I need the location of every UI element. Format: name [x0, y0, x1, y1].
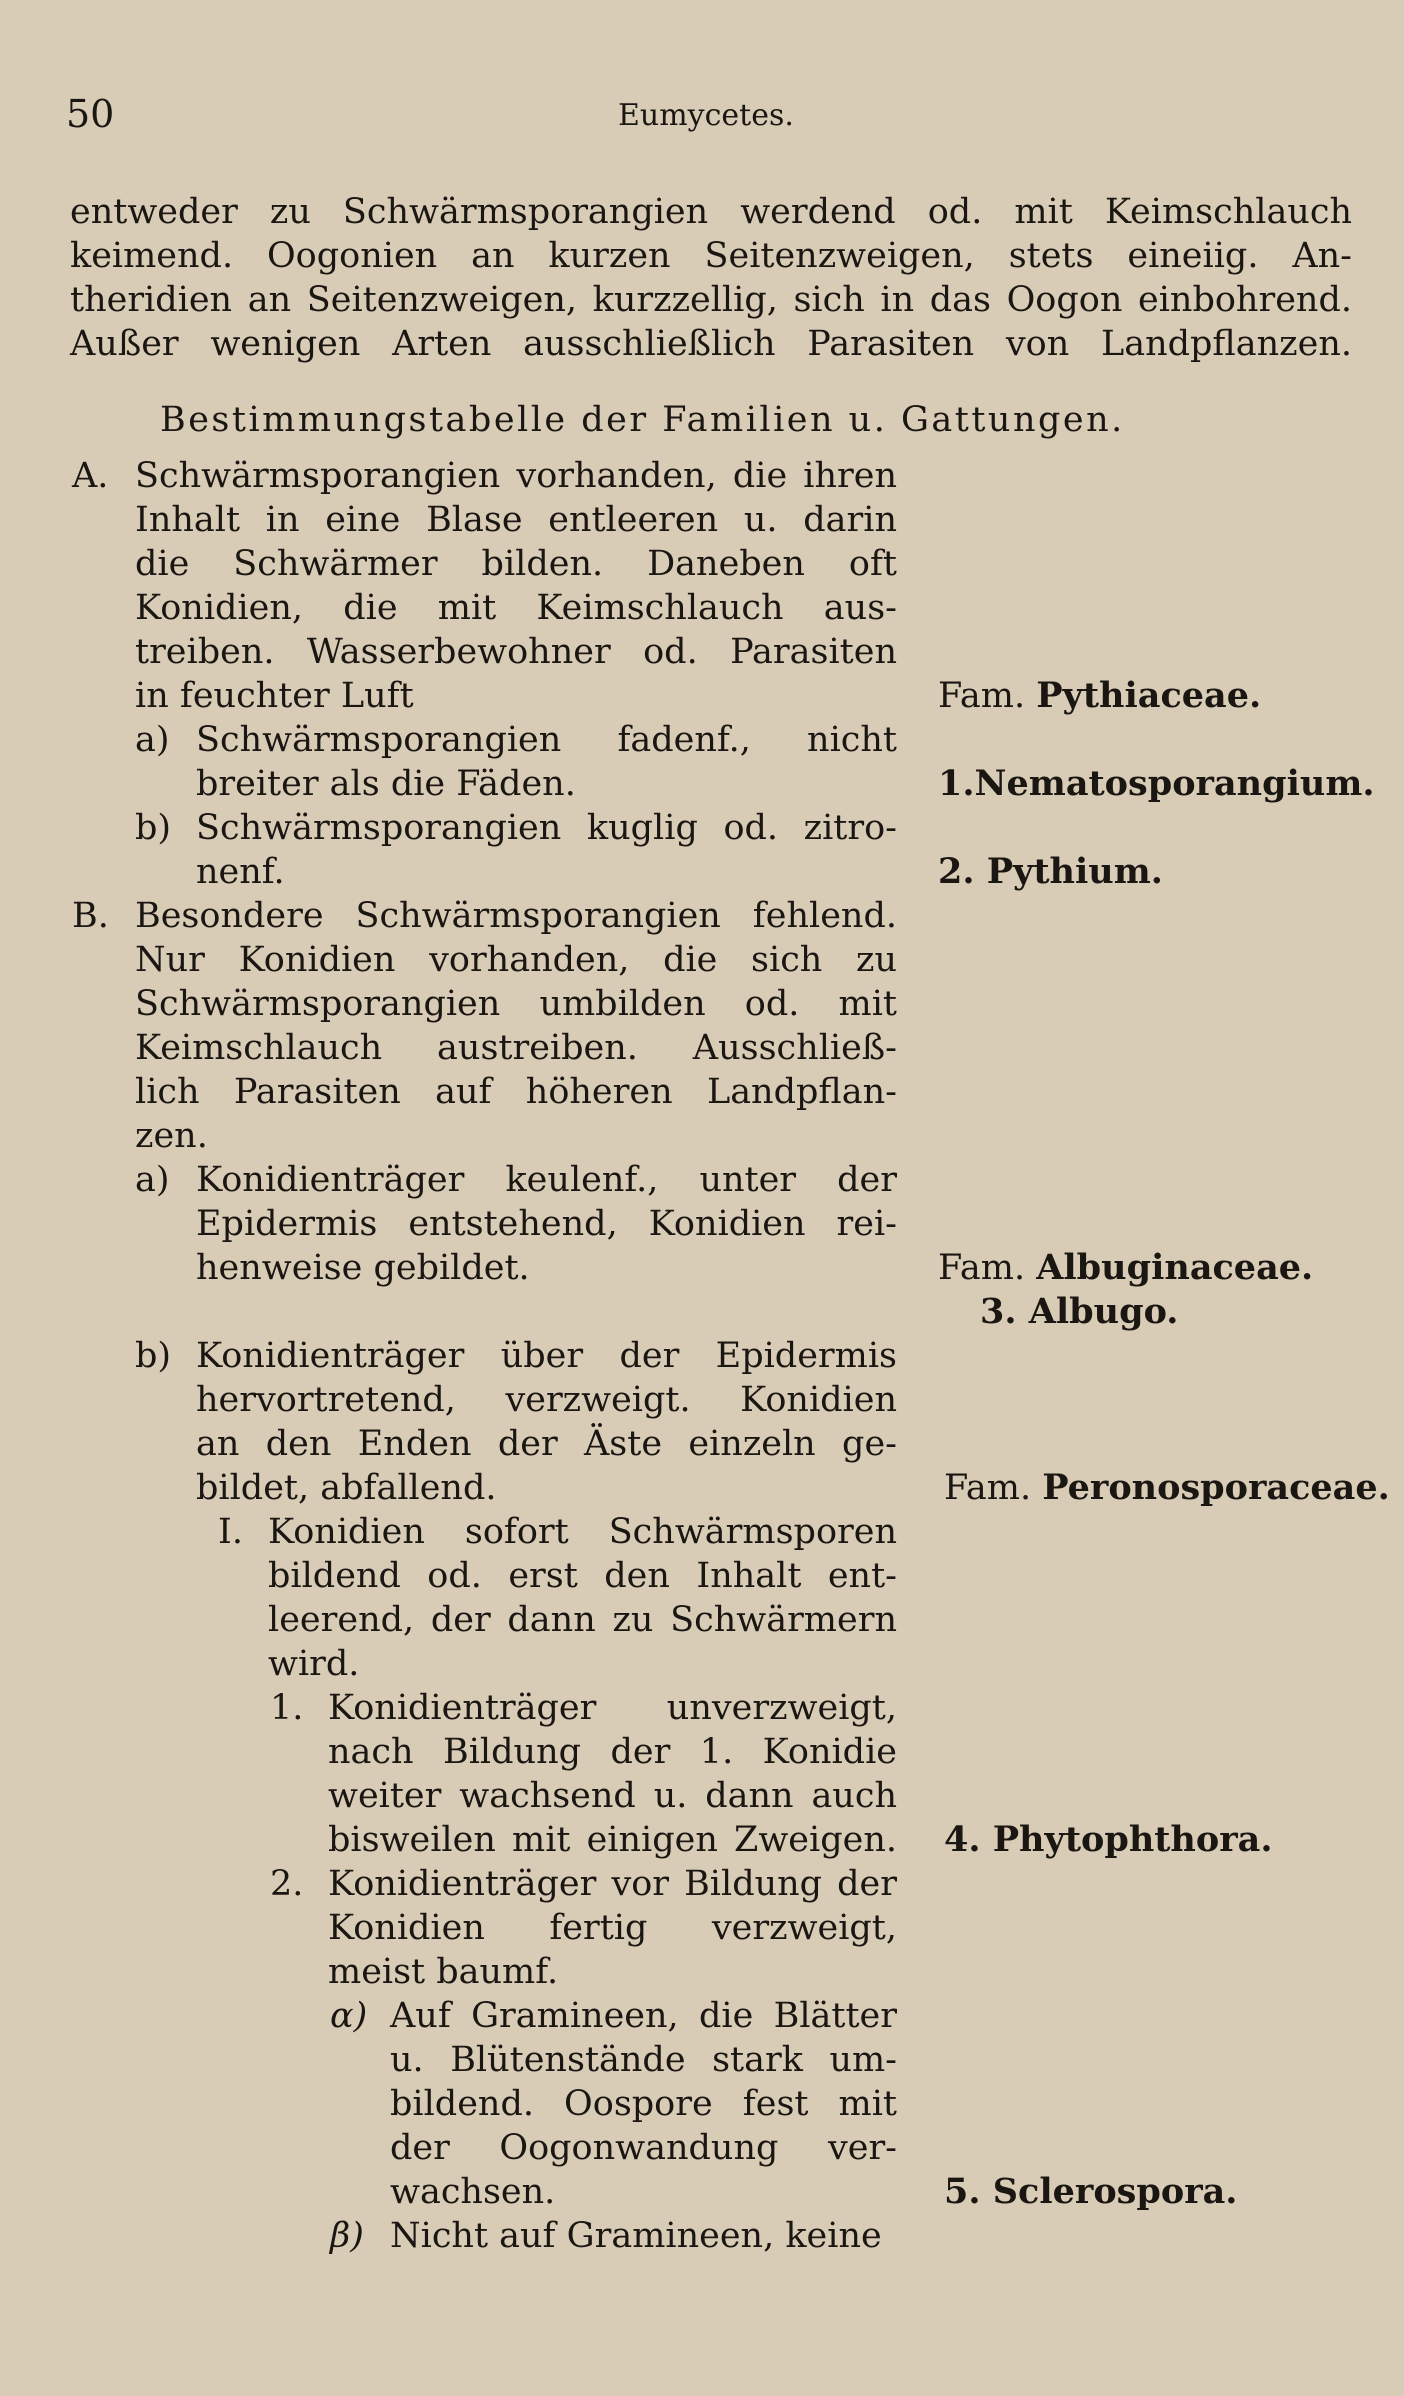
- key-B-b-line: bildet, abfallend.: [196, 1468, 497, 1508]
- key-marker-B-a: a): [135, 1160, 170, 1200]
- result-name: Pythium.: [986, 851, 1163, 892]
- result-name: Pythiaceae.: [1036, 675, 1262, 716]
- result-prefix: Fam.: [944, 1468, 1032, 1508]
- result-name: Albugo.: [1028, 1291, 1179, 1332]
- genus-result-phytophthora: [944, 1818, 1273, 1862]
- key-A-b-line: nenf.: [196, 852, 285, 892]
- family-result-peronosporaceae: [944, 1466, 1390, 1510]
- genus-result-pythium: [938, 850, 1163, 894]
- result-name: Sclerospora.: [992, 2171, 1238, 2212]
- key-I-line: leerend, der dann zu Schwärmern: [268, 1600, 897, 1640]
- key-B-a-line: Epidermis entstehend, Konidien rei-: [196, 1204, 897, 1244]
- intro-line-2: keimend. Oogonien an kurzen Seitenzweigen, stets eineiig. An-: [70, 236, 1352, 276]
- family-result-pythiaceae: [938, 674, 1261, 718]
- result-name: Albuginaceae.: [1036, 1247, 1314, 1288]
- key-marker-A-b: b): [135, 808, 172, 848]
- key-2-line: Konidienträger vor Bildung der: [328, 1864, 897, 1904]
- key-marker-alpha: α): [330, 1996, 368, 2036]
- key-A-a-line: breiter als die Fäden.: [196, 764, 576, 804]
- key-beta-line: Nicht auf Gramineen, keine: [390, 2216, 882, 2256]
- key-A-line: in feuchter Luft: [135, 676, 414, 716]
- key-A-line: Inhalt in eine Blase entleeren u. darin: [135, 500, 897, 540]
- key-A-line: die Schwärmer bilden. Daneben oft: [135, 544, 897, 584]
- key-B-line: Nur Konidien vorhanden, die sich zu: [135, 940, 897, 980]
- key-A-line: Konidien, die mit Keimschlauch aus-: [135, 588, 897, 628]
- result-number: 1.: [938, 763, 975, 804]
- key-marker-2: 2.: [270, 1864, 304, 1904]
- result-name: Peronosporaceae.: [1042, 1467, 1390, 1508]
- key-A-line: Schwärmsporangien vorhanden, die ihren: [135, 456, 897, 496]
- key-A-a-line: Schwärmsporangien fadenf., nicht: [196, 720, 897, 760]
- key-marker-A-a: a): [135, 720, 170, 760]
- key-B-line: Schwärmsporangien umbilden od. mit: [135, 984, 897, 1024]
- key-marker-B: B.: [72, 896, 109, 936]
- key-2-line: Konidien fertig verzweigt,: [328, 1908, 897, 1948]
- key-I-line: bildend od. erst den Inhalt ent-: [268, 1556, 897, 1596]
- key-1-line: Konidienträger unverzweigt,: [328, 1688, 897, 1728]
- key-1-line: nach Bildung der 1. Konidie: [328, 1732, 897, 1772]
- key-alpha-line: bildend. Oospore fest mit: [390, 2084, 897, 2124]
- key-B-line: lich Parasiten auf höheren Landpflan-: [135, 1072, 897, 1112]
- intro-line-4: Außer wenigen Arten ausschließlich Parasiten von Landpflanzen.: [70, 324, 1352, 364]
- key-alpha-line: wachsen.: [390, 2172, 556, 2212]
- key-I-line: wird.: [268, 1644, 360, 1684]
- key-I-line: Konidien sofort Schwärmsporen: [268, 1512, 897, 1552]
- key-alpha-line: der Oogonwandung ver-: [390, 2128, 897, 2168]
- key-marker-beta: β): [330, 2216, 364, 2256]
- key-marker-1: 1.: [270, 1688, 304, 1728]
- running-title: Eumycetes.: [618, 98, 794, 133]
- key-A-line: treiben. Wasserbewohner od. Parasiten: [135, 632, 897, 672]
- key-marker-A: A.: [72, 456, 109, 496]
- intro-line-1: entweder zu Schwärmsporangien werdend od. mit Keimschlauch: [70, 192, 1352, 232]
- key-B-a-line: Konidienträger keulenf., unter der: [196, 1160, 897, 1200]
- table-title: Bestimmungstabelle der Familien u. Gattungen.: [160, 400, 1125, 440]
- result-number: 2.: [938, 851, 975, 892]
- result-name: Phytophthora.: [992, 1819, 1273, 1860]
- key-alpha-line: u. Blütenstände stark um-: [390, 2040, 897, 2080]
- genus-result-albugo: [980, 1290, 1179, 1334]
- family-result-albuginaceae: [938, 1246, 1313, 1290]
- result-number: 4.: [944, 1819, 981, 1860]
- key-1-line: bisweilen mit einigen Zweigen.: [328, 1820, 897, 1860]
- key-A-b-line: Schwärmsporangien kuglig od. zitro-: [196, 808, 897, 848]
- genus-result-sclerospora: [944, 2170, 1238, 2214]
- key-B-line: Besondere Schwärmsporangien fehlend.: [135, 896, 897, 936]
- key-B-line: zen.: [135, 1116, 208, 1156]
- key-marker-I: I.: [218, 1512, 243, 1552]
- result-number: 5.: [944, 2171, 981, 2212]
- key-B-b-line: hervortretend, verzweigt. Konidien: [196, 1380, 897, 1420]
- result-prefix: Fam.: [938, 1248, 1026, 1288]
- key-B-b-line: Konidienträger über der Epidermis: [196, 1336, 897, 1376]
- result-prefix: Fam.: [938, 676, 1026, 716]
- key-B-line: Keimschlauch austreiben. Ausschließ-: [135, 1028, 897, 1068]
- page-number: 50: [66, 92, 115, 136]
- key-alpha-line: Auf Gramineen, die Blätter: [390, 1996, 897, 2036]
- genus-result-nematosporangium: [938, 762, 1375, 806]
- key-B-b-line: an den Enden der Äste einzeln ge-: [196, 1424, 897, 1464]
- result-number: 3.: [980, 1291, 1017, 1332]
- key-marker-B-b: b): [135, 1336, 172, 1376]
- key-1-line: weiter wachsend u. dann auch: [328, 1776, 897, 1816]
- intro-line-3: theridien an Seitenzweigen, kurzzellig, sich in das Oogon einbohrend.: [70, 280, 1352, 320]
- result-name: Nematosporangium.: [974, 763, 1375, 804]
- key-2-line: meist baumf.: [328, 1952, 559, 1992]
- key-B-a-line: henweise gebildet.: [196, 1248, 530, 1288]
